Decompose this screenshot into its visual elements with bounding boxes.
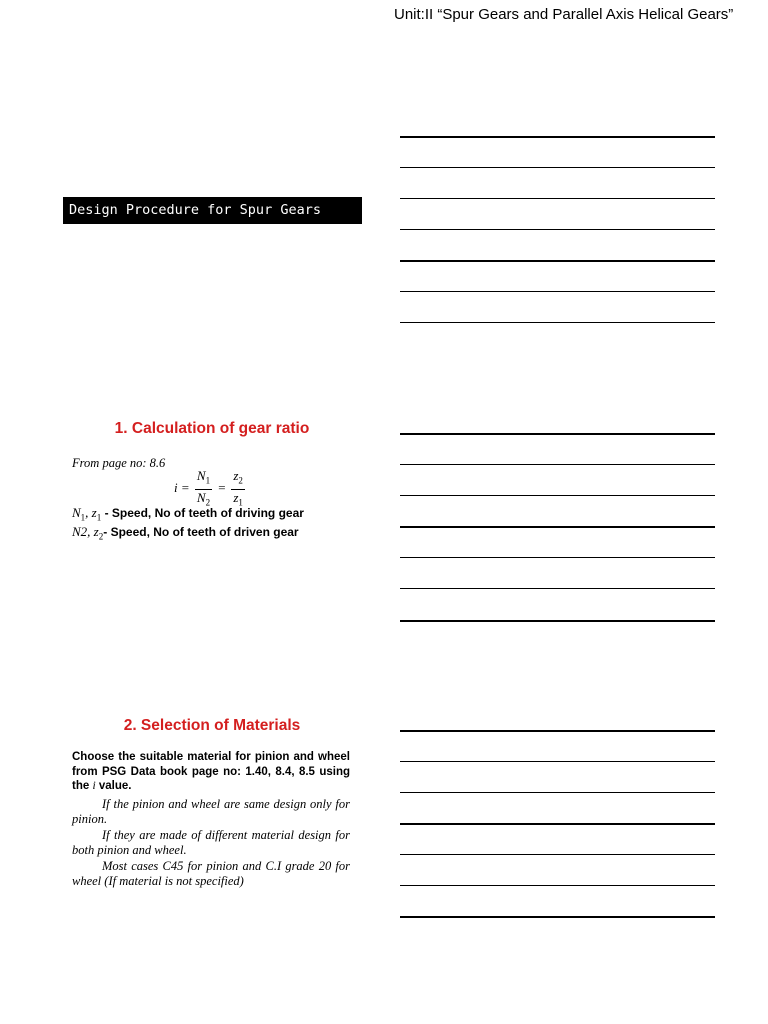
note-line (400, 291, 715, 292)
def1-text: - Speed, No of teeth of driving gear (101, 506, 304, 520)
note-line (400, 557, 715, 558)
materials-text-end: value. (95, 780, 132, 792)
gear-ratio-formula: i = $\frac{N_1}{N_2}$ = $\frac{z_2}{z_1}$ (174, 468, 243, 508)
def2-symbol-sub: 2 (98, 531, 104, 542)
note-line (400, 620, 715, 622)
def2-symbol: N2, z (72, 524, 99, 539)
formula-z1-sub: 1 (238, 497, 243, 508)
note-line (400, 823, 715, 825)
note-line (400, 260, 715, 262)
note-line (400, 464, 715, 465)
note-line (400, 495, 715, 496)
banner-title: Design Procedure for Spur Gears (63, 197, 362, 224)
materials-note-2 (72, 828, 350, 857)
formula-z2-sub: 2 (238, 475, 243, 486)
materials-note-3 (72, 859, 350, 888)
source-reference: From page no: 8.6 (72, 456, 166, 470)
note-line (400, 526, 715, 528)
def1-symbol2-sub: 1 (96, 512, 102, 523)
note-line (400, 198, 715, 199)
note-line (400, 854, 715, 855)
page-header: Unit:II “Spur Gears and Parallel Axis Helical Gears” (394, 6, 734, 23)
note-line (400, 885, 715, 886)
note-line (400, 229, 715, 230)
materials-note-1 (72, 797, 350, 826)
note-text: If they are made of different material design for both pinion and wheel. (72, 828, 350, 857)
formula-n1: N (196, 468, 206, 483)
note-line (400, 588, 715, 589)
note-line (400, 433, 715, 435)
materials-i-symbol: i (92, 780, 96, 792)
materials-paragraph (72, 750, 350, 794)
note-line (400, 761, 715, 762)
note-line (400, 322, 715, 323)
definition-driving-gear: $N_1$, $z_1$ - Speed, No of teeth of driving gear (72, 505, 304, 523)
def1-symbol-sub: 1 (80, 512, 86, 523)
note-line (400, 136, 715, 138)
definition-driven-gear (72, 524, 299, 542)
formula-n2-sub: 2 (205, 497, 211, 508)
section-title-materials: 2. Selection of Materials (123, 717, 301, 734)
note-text: Most cases C45 for pinion and C.I grade 20 for wheel (If material is not specified) (72, 859, 350, 888)
note-line (400, 792, 715, 793)
materials-text: Choose the suitable material for pinion and wheel from PSG Data book page no: 1.40, 8.4, 8.5 using the (72, 751, 350, 792)
formula-z2: z (233, 468, 239, 483)
note-line (400, 167, 715, 168)
note-text: If the pinion and wheel are same design only for pinion. (72, 797, 350, 826)
formula-n2: N (196, 489, 206, 505)
note-line (400, 730, 715, 732)
formula-z1: z (233, 489, 239, 505)
section-title-gear-ratio: 1. Calculation of gear ratio (114, 420, 310, 437)
note-line (400, 916, 715, 918)
def1-symbol: N (72, 505, 81, 520)
formula-n1-sub: 1 (205, 475, 211, 486)
formula-lhs: i (174, 480, 178, 496)
def1-symbol2: z (91, 505, 97, 520)
def2-text: - Speed, No of teeth of driven gear (103, 525, 299, 539)
